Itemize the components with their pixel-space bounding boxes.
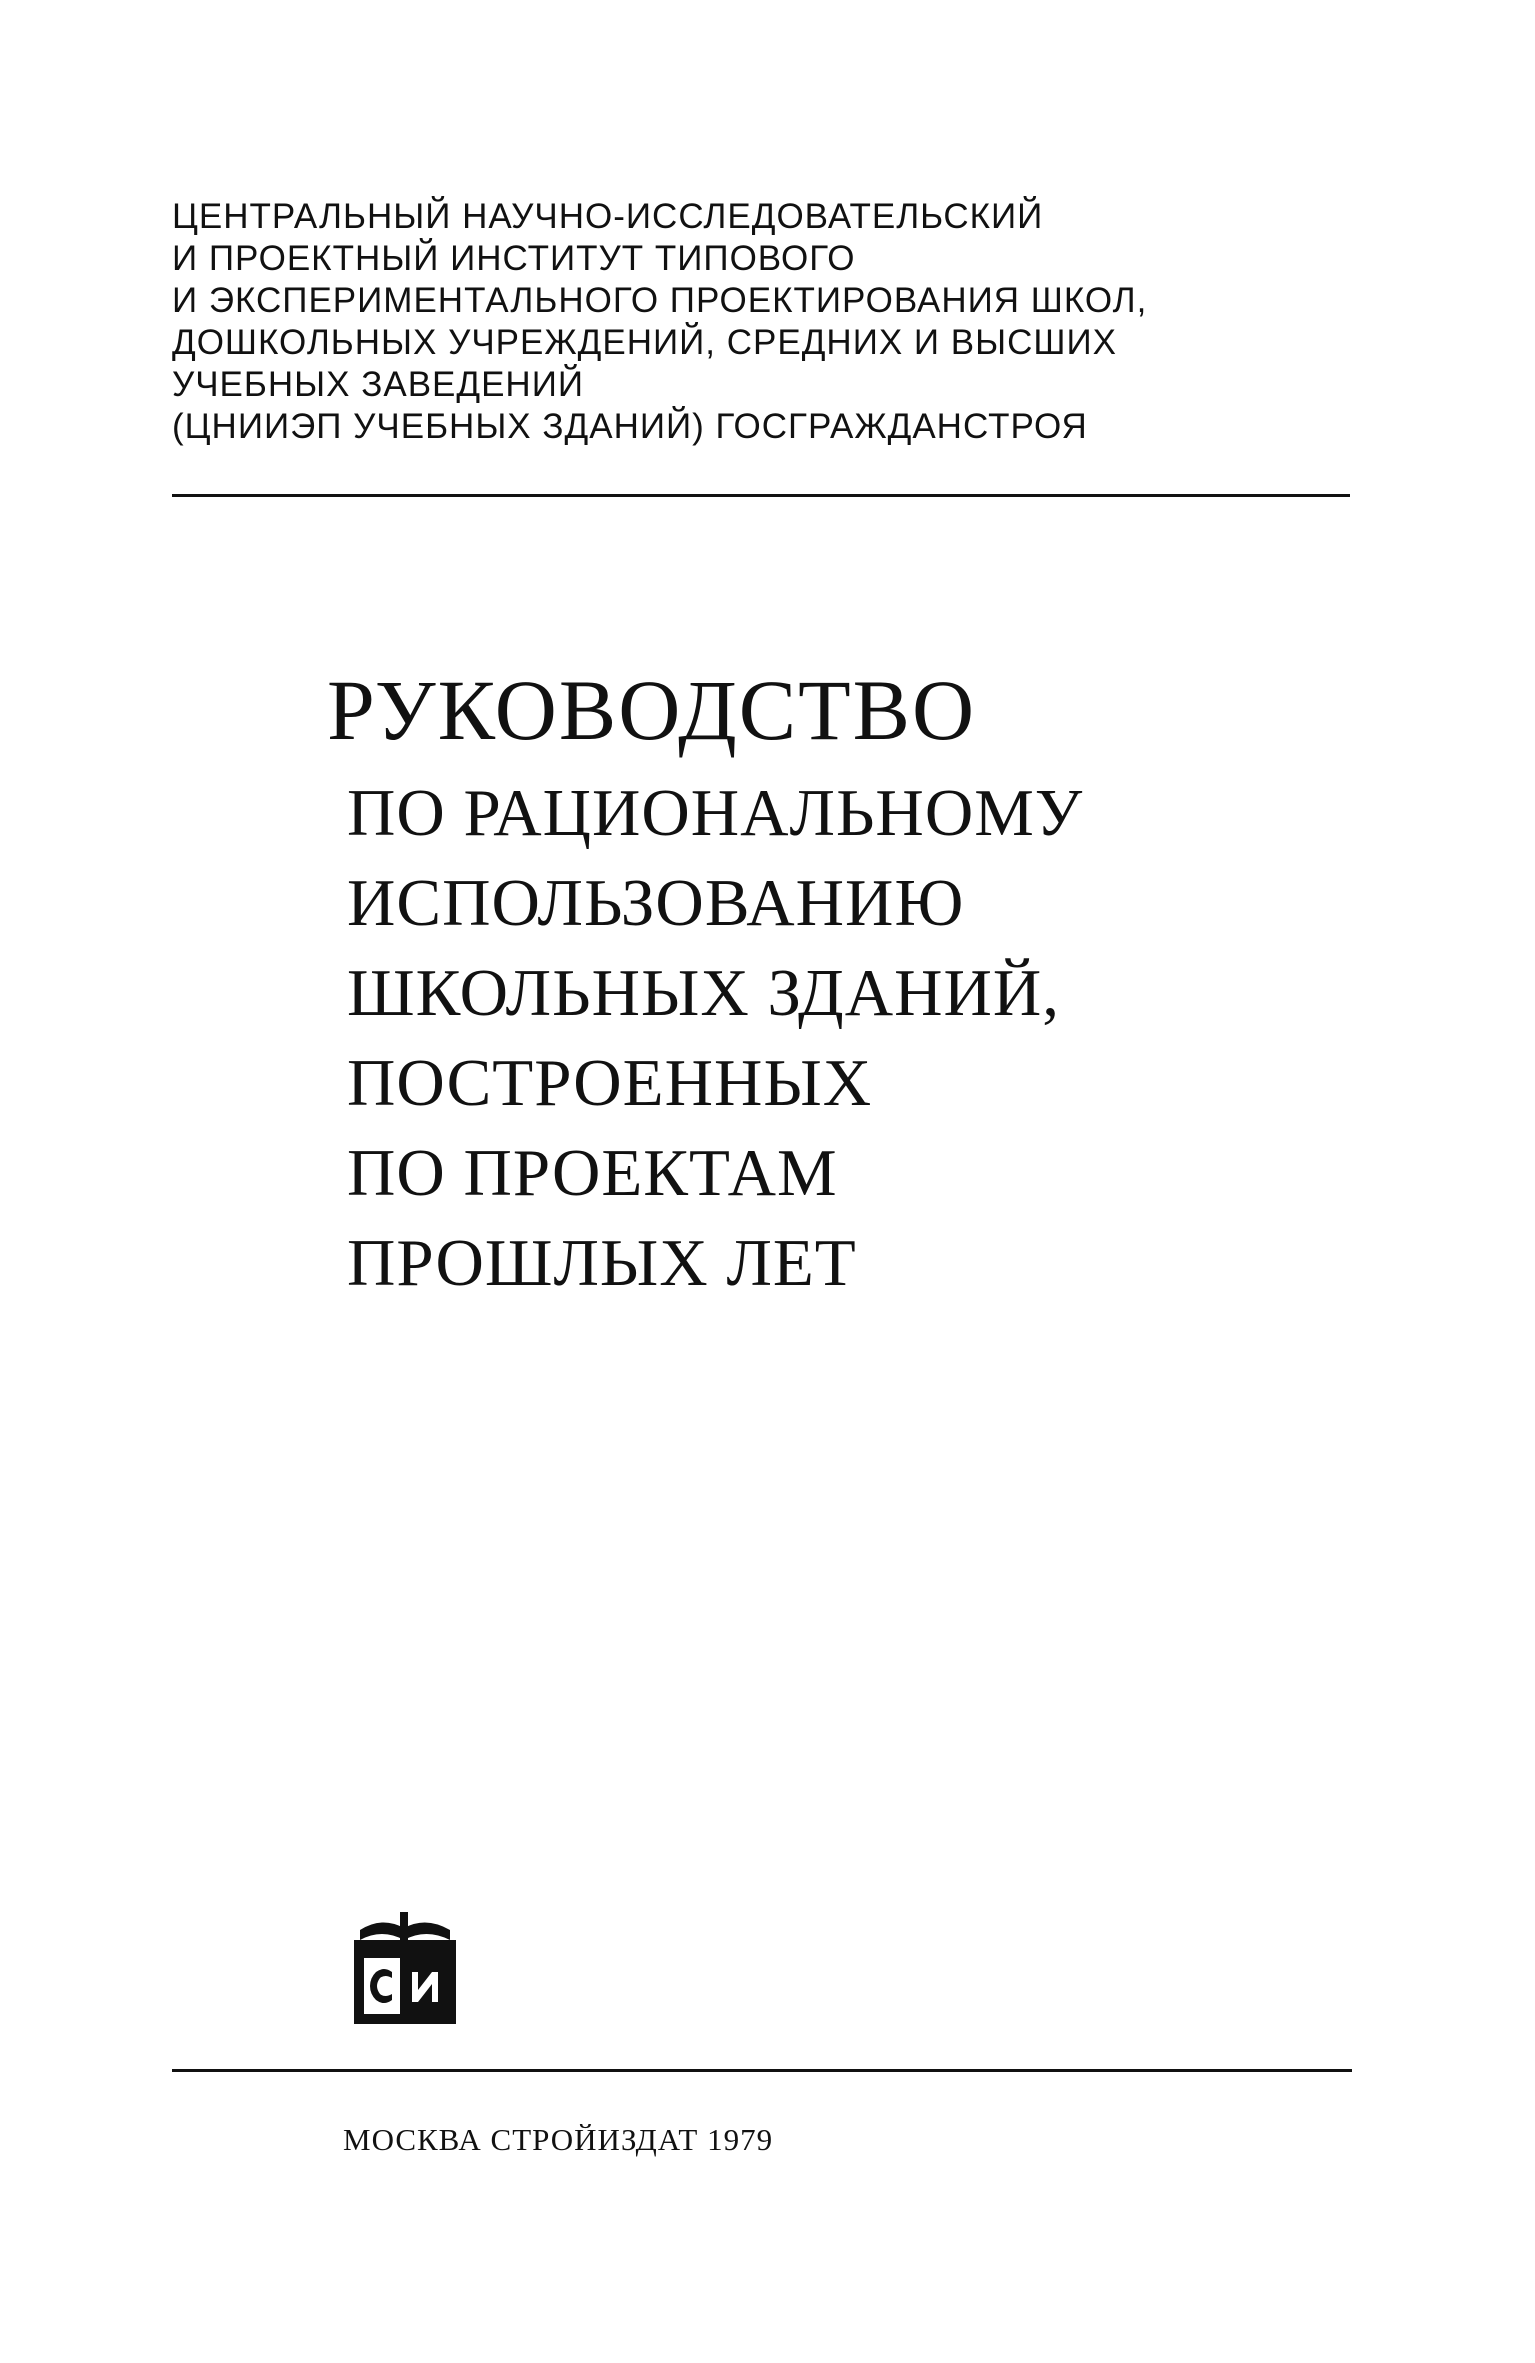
organization-header (172, 196, 1352, 448)
bottom-divider (172, 2069, 1352, 2072)
organization-line: ЦЕНТРАЛЬНЫЙ НАУЧНО-ИССЛЕДОВАТЕЛЬСКИЙ (172, 197, 1044, 236)
title-main: РУКОВОДСТВО (327, 662, 977, 758)
subtitle-line: ПРОШЛЫХ ЛЕТ (347, 1226, 857, 1300)
subtitle-line: ПОСТРОЕННЫХ (347, 1046, 873, 1120)
organization-line: ДОШКОЛЬНЫХ УЧРЕЖДЕНИЙ, СРЕДНИХ И ВЫСШИХ (172, 323, 1117, 362)
subtitle-line: ПО ПРОЕКТАМ (347, 1136, 838, 1210)
organization-line: УЧЕБНЫХ ЗАВЕДЕНИЙ (172, 365, 585, 404)
organization-line: И ЭКСПЕРИМЕНТАЛЬНОГО ПРОЕКТИРОВАНИЯ ШКОЛ, (172, 281, 1148, 320)
subtitle-line: ИСПОЛЬЗОВАНИЮ (347, 866, 965, 940)
book-title (327, 660, 1083, 1308)
top-divider (172, 494, 1350, 497)
stroyizdat-logo-icon (352, 1910, 458, 2028)
organization-line: И ПРОЕКТНЫЙ ИНСТИТУТ ТИПОВОГО (172, 239, 856, 278)
publisher-imprint: МОСКВА СТРОЙИЗДАТ 1979 (343, 2122, 774, 2157)
subtitle-line: ШКОЛЬНЫХ ЗДАНИЙ, (347, 956, 1060, 1030)
organization-line: (ЦНИИЭП УЧЕБНЫХ ЗДАНИЙ) ГОСГРАЖДАНСТРОЯ (172, 407, 1088, 446)
subtitle-line: ПО РАЦИОНАЛЬНОМУ (347, 776, 1084, 850)
subtitle-block (347, 768, 1083, 1308)
